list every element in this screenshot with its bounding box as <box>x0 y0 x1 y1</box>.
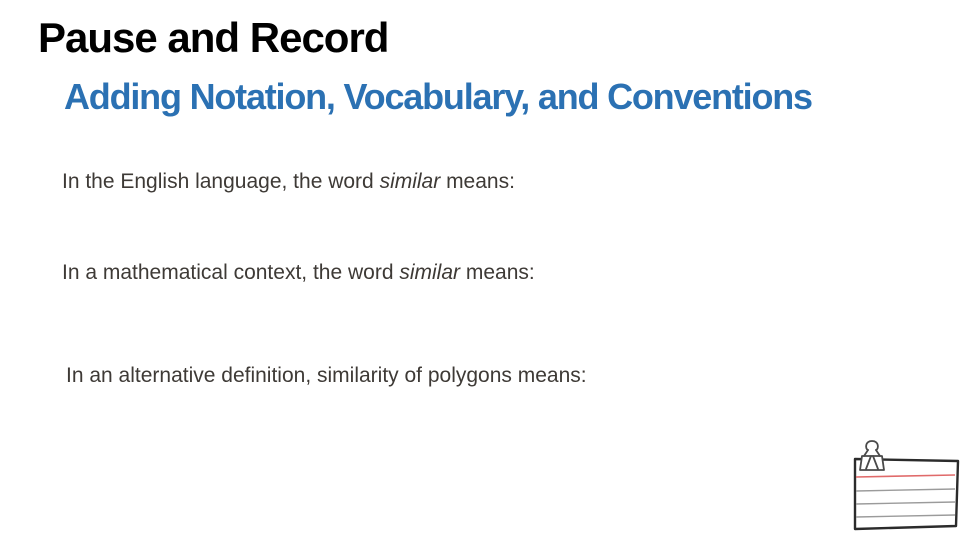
prompt-italic-word: similar <box>399 261 461 284</box>
prompt-text: In an alternative definition, similarity of polygons means: <box>66 364 587 387</box>
prompt-text: means: <box>460 261 535 284</box>
prompt-text: In the English language, the word <box>62 170 380 193</box>
slide-heading: Adding Notation, Vocabulary, and Conventions <box>64 76 812 117</box>
prompt-mathematical-context <box>62 259 535 287</box>
binder-clip-icon <box>860 441 884 470</box>
prompt-italic-word: similar <box>379 170 441 193</box>
prompt-text: means: <box>440 170 515 193</box>
prompt-text: In a mathematical context, the word <box>62 261 400 284</box>
prompt-alternative-definition <box>66 362 587 390</box>
index-card-with-binder-clip-icon <box>848 436 972 540</box>
prompt-english-language <box>62 168 515 196</box>
page-title: Pause and Record <box>38 14 389 61</box>
